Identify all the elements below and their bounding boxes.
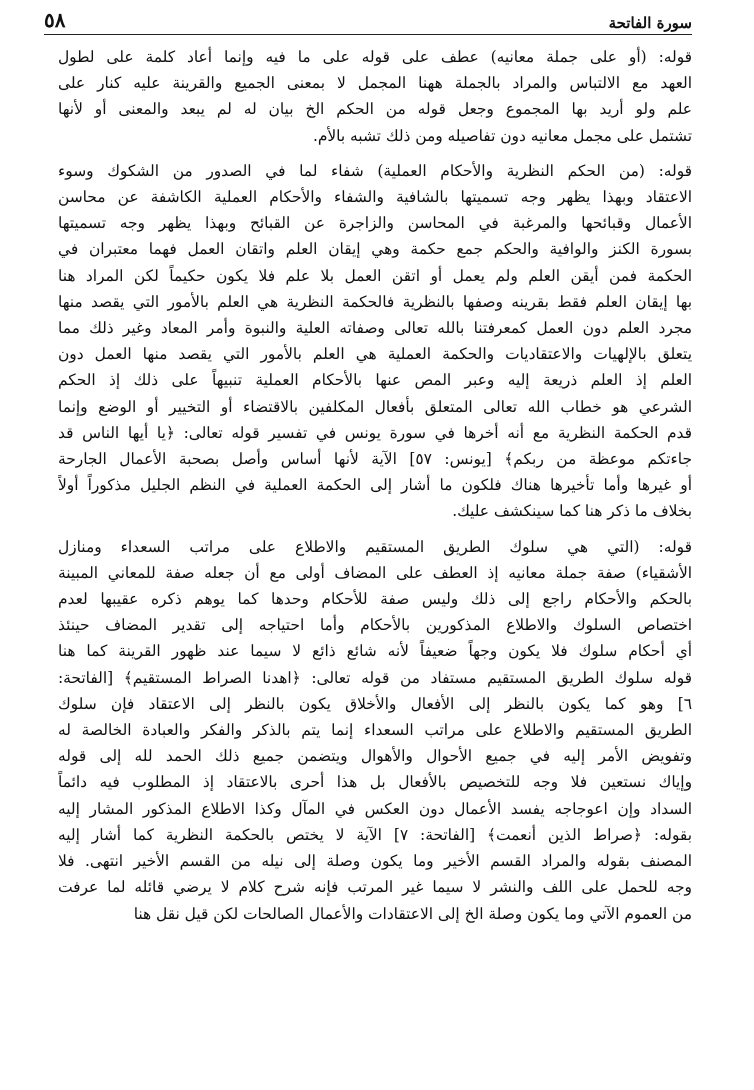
text-line: قوله: (التي هي سلوك الطريق المستقيم والاطلاع على مراتب السعداء ومنازل [58,537,692,556]
text-line: مجرد العلم دون العمل كمعرفتنا بالله تعالى وصفاته العلية والنبوة وأمر المعاد وغير ذلك مما [58,319,692,338]
text-line: السداد وإن اعوجاجه يفسد الأعمال دون العكس في المآل وكذا الاطلاع المذكور المشار إليه [58,799,692,818]
text-line: وجه للحمل على اللف والنشر لا سيما غير المرتب فإنه شرح كلام لا يرضي قائله لما عرفت [58,878,692,897]
paragraph-3 [58,534,692,927]
text-line: العلم إذ العلم ذريعة إليه وعبر المص عنها بالأحكام العملية تنبيهاً على ذلك إذ الحكم [58,371,692,390]
text-line: وإياك نستعين فلا وجه للتخصيص بالأفعال بل هذا أحرى بالاعتقاد إذ المطلوب فيه دائماً [58,773,692,792]
text-line: علم ولو أريد بها المجموع وجعل قوله من الحكم الخ بيان له لم يبعد والمعنى أو لأنها [58,100,692,119]
text-line: الشرعي هو خطاب الله تعالى المتعلق بأفعال المكلفين بالاقتضاء أو التخيير أو الوضع وإنما [58,397,692,416]
text-line: قوله سلوك الطريق المستقيم مستفاد من قوله تعالى: ﴿اهدنا الصراط المستقيم﴾ [الفاتحة: [58,668,692,687]
text-line: قوله: (من الحكم النظرية والأحكام العملية) شفاء لما في الصدور من الشكوك وسوء [58,161,692,180]
surah-title: سورة الفاتحة [608,14,692,32]
text-line: قدم الحكمة النظرية مع أنه أخرها في سورة يونس في تفسير قوله تعالى: ﴿يا أيها الناس قد [58,423,692,442]
text-line: اختصاص السلوك والاطلاع المذكورين بالأحكام وأما احتياجه إلى تقدير المضاف حينئذ [58,616,692,635]
paragraph-1 [58,44,692,149]
text-line: أو غيرها وأما تأخيرها هناك فلكون ما أشار إلى الحكمة العملية في النظم الجليل مذكوراً أولاً [58,476,692,495]
text-line: وتفويض الأمر إليه في جميع الأحوال والأهوال ويتضمن جميع ذلك الحمد لله إلى قوله [58,747,692,766]
text-line: العهد مع الالتباس والمراد بالجملة ههنا المجمل لا بمعنى الجميع والقرينة عليه كنار على [58,74,692,93]
text-line: جاءتكم موعظة من ربكم﴾ [يونس: ٥٧] الآية لأنها أساس وأصل بصحبة الأعمال الجارحة [58,450,692,469]
page-body [58,44,692,927]
text-line: الاعتقاد وبهذا يظهر وجه تسميتها بالشافية والشفاء والأحكام العملية الكاشفة عن محاسن [58,188,692,207]
text-line: تشتمل على مجمل معانيه دون تفاصيله ومن ذلك تشبه بالأم. [312,126,692,145]
text-line: الحكمة فمن أيقن العلم ولم يعمل أو اتقن العمل بلا علم فلا يكون حكيماً لكن المراد هنا [58,266,692,285]
text-line: بسورة الكنز والوافية والحكم جمع حكمة وهي إيقان العلم واتقان العمل فهما معتبران في [58,240,692,259]
text-line: بخلاف ما ذكر هنا كما سينكشف عليك. [452,502,692,521]
text-line: من العموم الآتي وما يكون وصلة الخ إلى الاعتقادات والأعمال الصالحات لكن قيل نقل هنا [133,904,692,923]
text-line: ٦] وهو كما يكون بالنظر إلى الأفعال والأخلاق يكون بالنظر إلى الاعتقاد فإن سلوك [58,694,692,713]
text-line: المصنف بقوله والمراد القسم الأخير وما يكون وصلة إلى نيله من القسم الأخير انتهى. فلا [58,852,692,871]
text-line: قوله: (أو على جملة معانيه) عطف على قوله على ما فيه وإنما أعاد كلمة على لطول [58,48,692,66]
text-line: الأشقياء) صفة جملة معانيه إذ العطف على المضاف أولى مع أن جعله صفة للمعاني المبينة [58,563,692,582]
paragraph-2 [58,158,692,525]
text-line: بالحكم والأحكام راجع إلى ذلك وليس صفة للأحكام وحدها كما يوهم ذكره عقيبها لعدم [58,590,692,609]
text-line: بها إيقان العلم فقط بقرينه وصفها بالنظرية فالحكمة النظرية هي العلم بالأمور التي يقصد منها [58,292,692,311]
text-line: أي أحكام سلوك فلا يكون وجهاً ضعيفاً لأنه شائع ذائع لا سيما عند ظهور القرينة كما هنا [58,642,692,661]
text-line: يتعلق بالإلهيات والاعتقاديات والحكمة العملية هي العلم بالأمور التي يقصد منها العمل دون [58,345,692,364]
page-number: ٥٨ [44,8,66,32]
page-header [44,6,692,35]
text-line: الأعمال وقبائحها والمرغبة في المحاسن والزاجرة عن القبائح وبهذا يظهر وجه تسميتها [58,214,692,233]
text-line: بقوله: ﴿صراط الذين أنعمت﴾ [الفاتحة: ٧] الآية لا يختص بالحكمة النظرية كما أشار إليه [58,825,692,844]
text-line: الطريق المستقيم والاطلاع على مراتب السعداء إنما يتم بالذكر والفكر والعبادة الخالصة له [58,721,692,740]
